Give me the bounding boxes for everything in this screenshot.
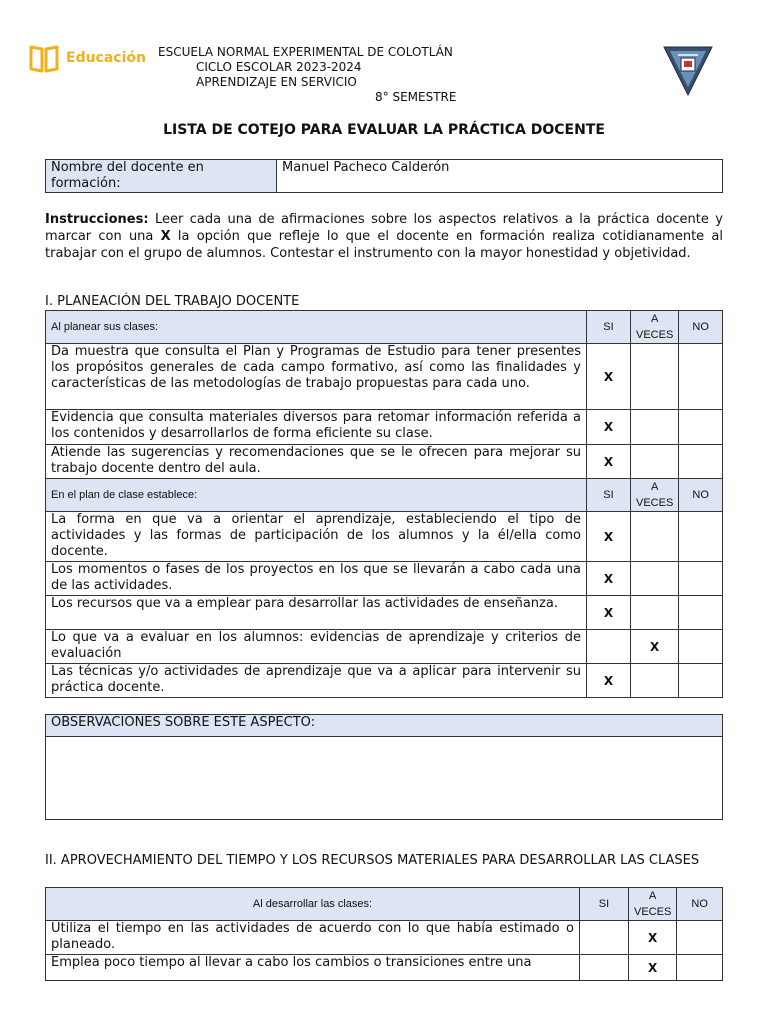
mark-a-veces: X [629,955,677,981]
observations-label: OBSERVACIONES SOBRE ESTE ASPECTO: [46,715,723,737]
school-semester: 8° SEMESTRE [375,90,457,104]
mark-si [587,630,631,664]
col-a-veces: A VECES [631,479,679,512]
mark-si: X [587,664,631,698]
mark-no [679,410,723,445]
mark-si: X [587,410,631,445]
table-row [46,921,723,955]
col-a-veces: A VECES [631,311,679,344]
instructions-mark: X [160,229,171,244]
section1-title: I. PLANEACIÓN DEL TRABAJO DOCENTE [45,294,300,309]
mark-a-veces [631,445,679,479]
row-text: La forma en que va a orientar el aprendizaje, estableciendo el tipo de actividades y las formas de participación de los alumnos y la él/ella como docente. [46,512,587,562]
row-text: Evidencia que consulta materiales diversos para retomar información referida a los contenidos y desarrollarlos de forma eficiente su clase. [46,410,587,445]
col-si: SI [587,479,631,512]
col-a-veces: A VECES [629,888,677,921]
mark-a-veces [631,344,679,410]
row-text: Atiende las sugerencias y recomendaciones que se le ofrecen para mejorar su trabajo docente dentro del aula. [46,445,587,479]
table-row [46,630,723,664]
row-text: Las técnicas y/o actividades de aprendizaje que va a aplicar para intervenir su práctica docente. [46,664,587,698]
mark-si: X [587,344,631,410]
docente-label: Nombre del docente en formación: [46,160,277,193]
school-name: ESCUELA NORMAL EXPERIMENTAL DE COLOTLÁN [158,45,453,59]
table-row [46,596,723,630]
section1-table [45,310,723,698]
mark-a-veces [631,410,679,445]
row-text: Lo que va a evaluar en los alumnos: evidencias de aprendizaje y criterios de evaluación [46,630,587,664]
school-header [158,45,456,105]
section2-table [45,887,723,981]
mark-no [677,921,723,955]
mark-no [679,562,723,596]
mark-a-veces [631,596,679,630]
mark-si: X [587,445,631,479]
instructions-text-before: Leer cada una de afirmaciones sobre los aspectos relativos a la práctica docente y marcar con una [45,212,723,244]
table-row [46,512,723,562]
school-program: APRENDIZAJE EN SERVICIO [196,75,357,89]
group1-header: Al planear sus clases: [46,311,587,344]
mark-no [679,445,723,479]
observations-field[interactable] [46,737,723,820]
mark-a-veces [631,562,679,596]
col-no: NO [679,479,723,512]
book-icon [28,42,60,74]
mark-si: X [587,512,631,562]
section2-title: II. APROVECHAMIENTO DEL TIEMPO Y LOS RECURSOS MATERIALES PARA DESARROLLAR LAS CLASES [45,853,700,868]
col-si: SI [587,311,631,344]
mark-no [679,596,723,630]
educacion-logo [28,42,146,74]
mark-no [677,955,723,981]
page-title: LISTA DE COTEJO PARA EVALUAR LA PRÁCTICA DOCENTE [163,122,605,138]
group-header-row [46,479,723,512]
docente-value: Manuel Pacheco Calderón [277,160,723,193]
mark-no [679,344,723,410]
school-seal [662,45,714,101]
table-row [46,410,723,445]
mark-no [679,664,723,698]
row-text: Emplea poco tiempo al llevar a cabo los cambios o transiciones entre una [46,955,580,981]
table-row [46,344,723,410]
instructions [45,211,723,262]
instructions-label: Instrucciones: [45,212,149,227]
mark-a-veces: X [631,630,679,664]
observations-table [45,714,723,820]
table-row [46,955,723,981]
group-header-row [46,888,723,921]
col-no: NO [679,311,723,344]
table-row [46,445,723,479]
mark-si [580,955,629,981]
mark-a-veces [631,664,679,698]
school-cycle: CICLO ESCOLAR 2023-2024 [196,60,362,74]
col-no: NO [677,888,723,921]
mark-no [679,630,723,664]
col-si: SI [580,888,629,921]
mark-a-veces [631,512,679,562]
docente-table [45,159,723,193]
mark-no [679,512,723,562]
logo-text: Educación [66,50,146,66]
row-text: Los recursos que va a emplear para desarrollar las actividades de enseñanza. [46,596,587,630]
table-row [46,664,723,698]
section2-header: Al desarrollar las clases: [46,888,580,921]
row-text: Los momentos o fases de los proyectos en los que se llevarán a cabo cada una de las actividades. [46,562,587,596]
mark-a-veces: X [629,921,677,955]
group2-header: En el plan de clase establece: [46,479,587,512]
table-row [46,562,723,596]
row-text: Utiliza el tiempo en las actividades de acuerdo con lo que había estimado o planeado. [46,921,580,955]
mark-si: X [587,596,631,630]
mark-si: X [587,562,631,596]
row-text: Da muestra que consulta el Plan y Programas de Estudio para tener presentes los propósitos generales de cada campo formativo, así como las finalidades y características de las metodologías de trabajo propuestas para cada uno. [46,344,587,410]
mark-si [580,921,629,955]
group-header-row [46,311,723,344]
instructions-text-after: la opción que refleje lo que el docente en formación realiza cotidianamente al trabajar con el grupo de alumnos. Contestar el instrumento con la mayor honestidad y objetividad. [45,229,723,261]
shield-icon [662,45,714,97]
